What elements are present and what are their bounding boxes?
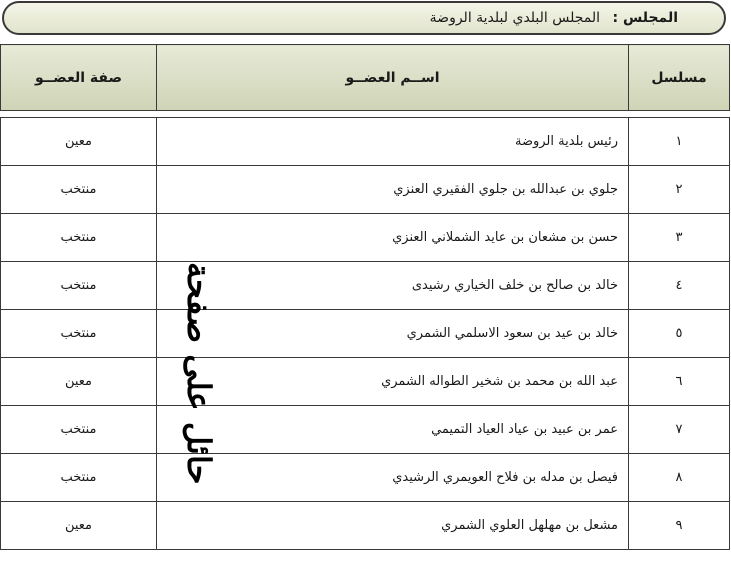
row-serial: ٦ <box>629 358 730 406</box>
row-serial: ٧ <box>629 406 730 454</box>
members-table-header <box>0 44 730 111</box>
row-serial: ٨ <box>629 454 730 502</box>
row-member-name: خالد بن صالح بن خلف الخياري رشيدى <box>157 262 629 310</box>
row-member-role: معين <box>1 358 157 406</box>
header-row <box>1 45 730 111</box>
table-row <box>1 214 730 262</box>
row-member-role: معين <box>1 502 157 550</box>
council-name: المجلس البلدي لبلدية الروضة <box>429 10 601 26</box>
row-member-name: جلوي بن عبدالله بن جلوي الفقيري العنزي <box>157 166 629 214</box>
row-member-role: منتخب <box>1 454 157 502</box>
table-row <box>1 118 730 166</box>
row-serial: ٩ <box>629 502 730 550</box>
table-row <box>1 406 730 454</box>
header-serial: مسلسل <box>629 45 730 111</box>
row-member-name: حسن بن مشعان بن عايد الشملاني العنزي <box>157 214 629 262</box>
row-member-role: منتخب <box>1 406 157 454</box>
table-row <box>1 502 730 550</box>
row-member-name: مشعل بن مهلهل العلوي الشمري <box>157 502 629 550</box>
row-serial: ٤ <box>629 262 730 310</box>
row-serial: ٥ <box>629 310 730 358</box>
council-label: المجلس : <box>612 10 678 26</box>
table-row <box>1 310 730 358</box>
row-member-role: منتخب <box>1 310 157 358</box>
row-member-name: فيصل بن مدله بن فلاح العويمري الرشيدي <box>157 454 629 502</box>
row-member-name: خالد بن عيد بن سعود الاسلمي الشمري <box>157 310 629 358</box>
council-title <box>430 10 678 26</box>
row-member-name: عبد الله بن محمد بن شخير الطواله الشمري <box>157 358 629 406</box>
row-serial: ١ <box>629 118 730 166</box>
row-member-name: عمر بن عبيد بن عياد العياد التميمي <box>157 406 629 454</box>
row-member-role: منتخب <box>1 214 157 262</box>
table-row <box>1 262 730 310</box>
row-member-name: رئيس بلدية الروضة <box>157 118 629 166</box>
row-member-role: منتخب <box>1 166 157 214</box>
council-banner <box>2 1 726 35</box>
header-member-role: صفة العضــو <box>1 45 157 111</box>
row-serial: ٢ <box>629 166 730 214</box>
row-member-role: منتخب <box>1 262 157 310</box>
table-row <box>1 358 730 406</box>
row-serial: ٣ <box>629 214 730 262</box>
members-table <box>0 117 730 550</box>
table-row <box>1 166 730 214</box>
header-member-name: اســم العضــو <box>157 45 629 111</box>
row-member-role: معين <box>1 118 157 166</box>
table-row <box>1 454 730 502</box>
watermark: حائل على صفحة <box>180 262 218 485</box>
